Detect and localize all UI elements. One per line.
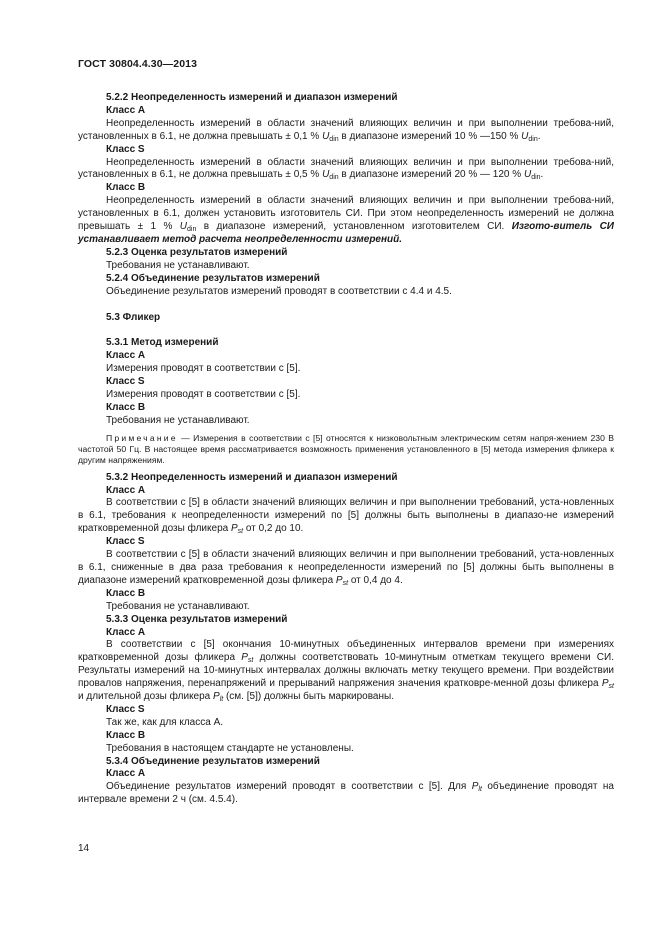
heading-5-2-3: 5.2.3 Оценка результатов измерений [106, 246, 288, 258]
heading-5-2-4: 5.2.4 Объединение результатов измерений [106, 272, 320, 284]
note-label: Примечание [106, 432, 178, 443]
class-s-label: Класс S [106, 143, 145, 155]
class-s-label: Класс S [106, 376, 145, 388]
heading-5-3-4: 5.3.4 Объединение результатов измерений [106, 755, 320, 767]
class-b-label: Класс В [106, 182, 146, 194]
heading-5-3-2: 5.3.2 Неопределенность измерений и диапазон измерений [106, 471, 398, 483]
class-a-label: Класс А [106, 104, 146, 116]
class-b-label: Класс В [106, 587, 146, 599]
heading-5-2-2: 5.2.2 Неопределенность измерений и диапазон измерений [106, 92, 398, 103]
heading-5-3-1: 5.3.1 Метод измерений [106, 337, 219, 349]
paragraph-5-3-2-class-b: Требования не устанавливают. [106, 600, 250, 612]
paragraph-5-2-3: Требования не устанавливают. [106, 259, 250, 271]
paragraph-5-2-2-class-a: Неопределенность измерений в области значений влияющих величин и при выполнении требова-ний, установленных в 6.1, не должна превышать ± 0,1 % $U_{din}$ в диапазоне измерений 10 % —150 % $U_{din}$. [78, 117, 614, 143]
paragraph-5-3-2-class-s: В соответствии с [5] в области значений влияющих величин и при выполнении требований, уста-новленных в 6.1, сниженные в два раза требования к неопределенности измерений по [5] должны быть выполнены в диапазоне измерений кратковременной дозы фликера $P_{st}$ от 0,4 до 4. [78, 549, 614, 587]
heading-5-3: 5.3 Фликер [106, 311, 161, 323]
class-s-label: Класс S [106, 536, 145, 548]
paragraph-5-2-4: Объединение результатов измерений проводят в соответствии с 4.4 и 4.5. [106, 285, 452, 297]
paragraph-5-3-1-class-a: Измерения проводят в соответствии с [5]. [106, 363, 301, 375]
paragraph-5-3-1-class-s: Измерения проводят в соответствии с [5]. [106, 389, 301, 401]
paragraph-5-3-3-class-a: В соответствии с [5] окончания 10-минутных объединенных интервалов времени при измерениях кратковременной дозы фликера $P_{st}$ должны соответствовать 10-минутным отметкам текущего времени СИ. Результаты измерений на 10-минутных интервалах должны включать метку текущего времени. При воздействии провалов напряжения, перенапряжений и прерываний напряжения значения кратковре-менной дозы фликера $P_{st}$ и длительной дозы фликера $P_{lt}$ (см. [5]) должны быть маркированы. [78, 639, 614, 704]
class-s-label: Класс S [106, 703, 145, 715]
page-number: 14 [78, 843, 90, 854]
heading-5-3-3: 5.3.3 Оценка результатов измерений [106, 613, 288, 625]
paragraph-5-2-2-class-s: Неопределенность измерений в области значений влияющих величин и при выполнении требова-ний, установленных в 6.1, не должна превышать ± 0,5 % $U_{din}$ в диапазоне измерений 20 % — 120 % $U_{din}$. [78, 156, 614, 182]
class-a-label: Класс А [106, 768, 146, 780]
class-a-label: Класс А [106, 484, 146, 496]
paragraph-5-3-3-class-b: Требования в настоящем стандарте не установлены. [106, 742, 354, 754]
note-5-3-1: Примечание — Измерения в соответствии с [5] относятся к низковольтным электрическим сетям напря-жением 230 В частотой 50 Гц. В настоящее время рассматривается возможность применения установленного в [5] метода измерения фликера к другим напряжениям. [78, 432, 614, 466]
class-a-label: Класс А [106, 626, 146, 638]
class-b-label: Класс В [106, 401, 146, 413]
paragraph-5-2-2-class-b: Неопределенность измерений в области значений влияющих величин и при выполнении требова-ний, установленных в 6.1, должен установить изготовитель СИ. При этом неопределенность измерений не должна превышать ± 1 % $U_{din}$ в диапазоне измерений, установленном изготовителем СИ. Изгото-витель СИ устанавливает метод расчета неопределенности измерений. [78, 195, 615, 245]
paragraph-5-3-2-class-a: В соответствии с [5] в области значений влияющих величин и при выполнении требований, уста-новленных в 6.1, требования к неопределенности измерений по [5] должны быть выполнены в диапазо-не измерений кратковременной дозы фликера $P_{st}$ от 0,2 до 10. [78, 497, 614, 536]
paragraph-5-3-1-class-b: Требования не устанавливают. [106, 414, 250, 426]
document-header: ГОСТ 30804.4.30—2013 [78, 58, 198, 70]
paragraph-5-3-4-class-a: Объединение результатов измерений проводят в соответствии с [5]. Для $P_{lt}$ объединение проводят на интервале времени 2 ч (см. 4.5.4). [78, 781, 614, 806]
paragraph-5-3-3-class-s: Так же, как для класса А. [106, 716, 224, 728]
page-content [78, 92, 614, 807]
class-b-label: Класс В [106, 729, 146, 741]
class-a-label: Класс А [106, 350, 146, 362]
